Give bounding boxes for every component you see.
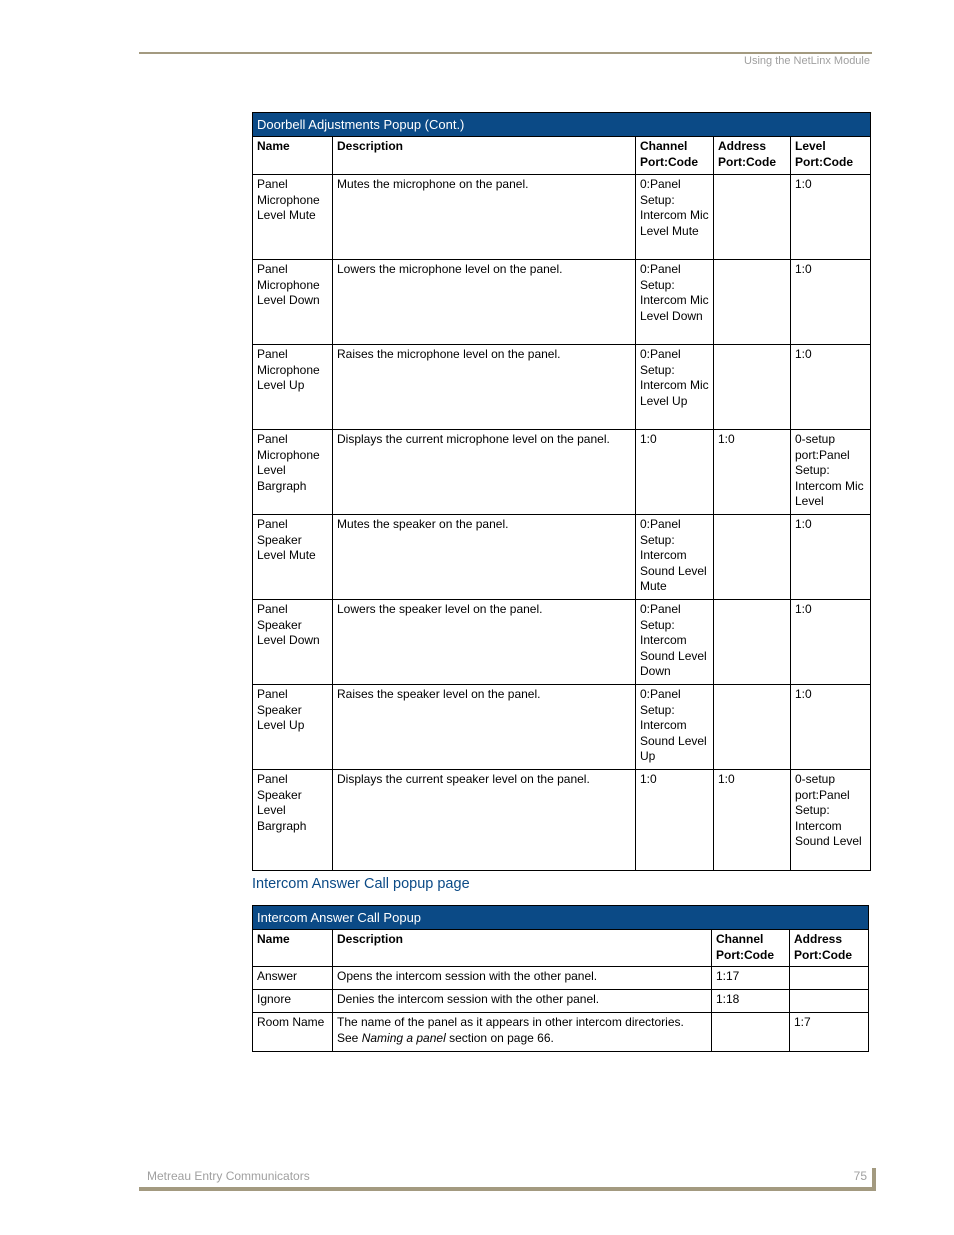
- cell-address: [714, 600, 791, 685]
- cell-channel: [712, 1013, 790, 1052]
- cell-level: 1:0: [791, 515, 871, 600]
- cross-reference-link[interactable]: Naming a panel: [361, 1030, 446, 1045]
- footer-rule: [139, 1187, 876, 1191]
- cell-channel: 0:Panel Setup: Intercom Sound Level Down: [636, 600, 714, 685]
- column-header-name: Name: [253, 137, 333, 175]
- cell-name: Panel Microphone Level Mute: [253, 175, 333, 260]
- description-see: See: [337, 1030, 362, 1045]
- doorbell-adjustments-table: [252, 112, 871, 871]
- table-title: Doorbell Adjustments Popup (Cont.): [253, 113, 871, 137]
- cell-level: 1:0: [791, 175, 871, 260]
- table-row: [253, 990, 869, 1013]
- cell-channel: 1:0: [636, 430, 714, 515]
- cell-address: [714, 345, 791, 430]
- section-heading: Intercom Answer Call popup page: [252, 876, 470, 892]
- column-header-description: Description: [333, 137, 636, 175]
- cell-channel: 0:Panel Setup: Intercom Mic Level Mute: [636, 175, 714, 260]
- cell-channel: 0:Panel Setup: Intercom Sound Level Up: [636, 685, 714, 770]
- cell-channel: 0:Panel Setup: Intercom Mic Level Down: [636, 260, 714, 345]
- table-row: [253, 1013, 869, 1052]
- cell-address: 1:7: [790, 1013, 869, 1052]
- cell-level: 1:0: [791, 685, 871, 770]
- cell-description: Denies the intercom session with the other panel.: [333, 990, 712, 1013]
- table-title: Intercom Answer Call Popup: [253, 906, 869, 930]
- description-rest: section on page 66.: [445, 1030, 554, 1045]
- cell-address: 1:0: [714, 770, 791, 871]
- cell-description: Displays the current speaker level on the panel.: [333, 770, 636, 871]
- cell-channel: 1:18: [712, 990, 790, 1013]
- cell-level: 1:0: [791, 345, 871, 430]
- column-header-description: Description: [333, 930, 712, 967]
- cell-name: Panel Speaker Level Up: [253, 685, 333, 770]
- table-row: [253, 515, 871, 600]
- table-row: [253, 260, 871, 345]
- table-row: [253, 175, 871, 260]
- cell-description: Displays the current microphone level on the panel.: [333, 430, 636, 515]
- description-text: The name of the panel as it appears in other intercom directories.: [337, 1015, 684, 1029]
- cell-name: Answer: [253, 967, 333, 990]
- column-header-name: Name: [253, 930, 333, 967]
- cell-description: Raises the speaker level on the panel.: [333, 685, 636, 770]
- cell-name: Panel Speaker Level Down: [253, 600, 333, 685]
- cell-name: Panel Microphone Level Up: [253, 345, 333, 430]
- running-head: Using the NetLinx Module: [744, 55, 870, 67]
- table-row: [253, 967, 869, 990]
- cell-description: Mutes the microphone on the panel.: [333, 175, 636, 260]
- cell-address: [714, 515, 791, 600]
- table-row: [253, 430, 871, 515]
- cell-address: [714, 685, 791, 770]
- cell-description: [333, 1013, 712, 1052]
- column-header-channel: Channel Port:Code: [712, 930, 790, 967]
- cell-description: Lowers the microphone level on the panel.: [333, 260, 636, 345]
- header-rule: [139, 52, 872, 54]
- cell-name: Panel Microphone Level Bargraph: [253, 430, 333, 515]
- cell-level: 1:0: [791, 600, 871, 685]
- cell-address: [790, 990, 869, 1013]
- cell-level: 0-setup port:Panel Setup: Intercom Sound Level: [791, 770, 871, 871]
- column-header-address: Address Port:Code: [790, 930, 869, 967]
- cell-level: 0-setup port:Panel Setup: Intercom Mic Level: [791, 430, 871, 515]
- cell-name: Panel Speaker Level Mute: [253, 515, 333, 600]
- table-row: [253, 600, 871, 685]
- cell-channel: 1:17: [712, 967, 790, 990]
- cell-address: 1:0: [714, 430, 791, 515]
- cell-level: 1:0: [791, 260, 871, 345]
- column-header-channel: Channel Port:Code: [636, 137, 714, 175]
- cell-address: [714, 260, 791, 345]
- footer-title: Metreau Entry Communicators: [147, 1169, 310, 1183]
- table-row: [253, 770, 871, 871]
- table-row: [253, 345, 871, 430]
- cell-name: Ignore: [253, 990, 333, 1013]
- cell-description: Opens the intercom session with the other panel.: [333, 967, 712, 990]
- cell-description: Lowers the speaker level on the panel.: [333, 600, 636, 685]
- intercom-answer-call-table: [252, 905, 869, 1052]
- column-header-level: Level Port:Code: [791, 137, 871, 175]
- cell-channel: 1:0: [636, 770, 714, 871]
- cell-channel: 0:Panel Setup: Intercom Sound Level Mute: [636, 515, 714, 600]
- cell-description: Mutes the speaker on the panel.: [333, 515, 636, 600]
- column-header-address: Address Port:Code: [714, 137, 791, 175]
- table-row: [253, 685, 871, 770]
- cell-name: Panel Speaker Level Bargraph: [253, 770, 333, 871]
- cell-name: Panel Microphone Level Down: [253, 260, 333, 345]
- cell-description: Raises the microphone level on the panel.: [333, 345, 636, 430]
- cell-address: [790, 967, 869, 990]
- page-number: 75: [853, 1169, 867, 1183]
- cell-address: [714, 175, 791, 260]
- cell-channel: 0:Panel Setup: Intercom Mic Level Up: [636, 345, 714, 430]
- cell-name: Room Name: [253, 1013, 333, 1052]
